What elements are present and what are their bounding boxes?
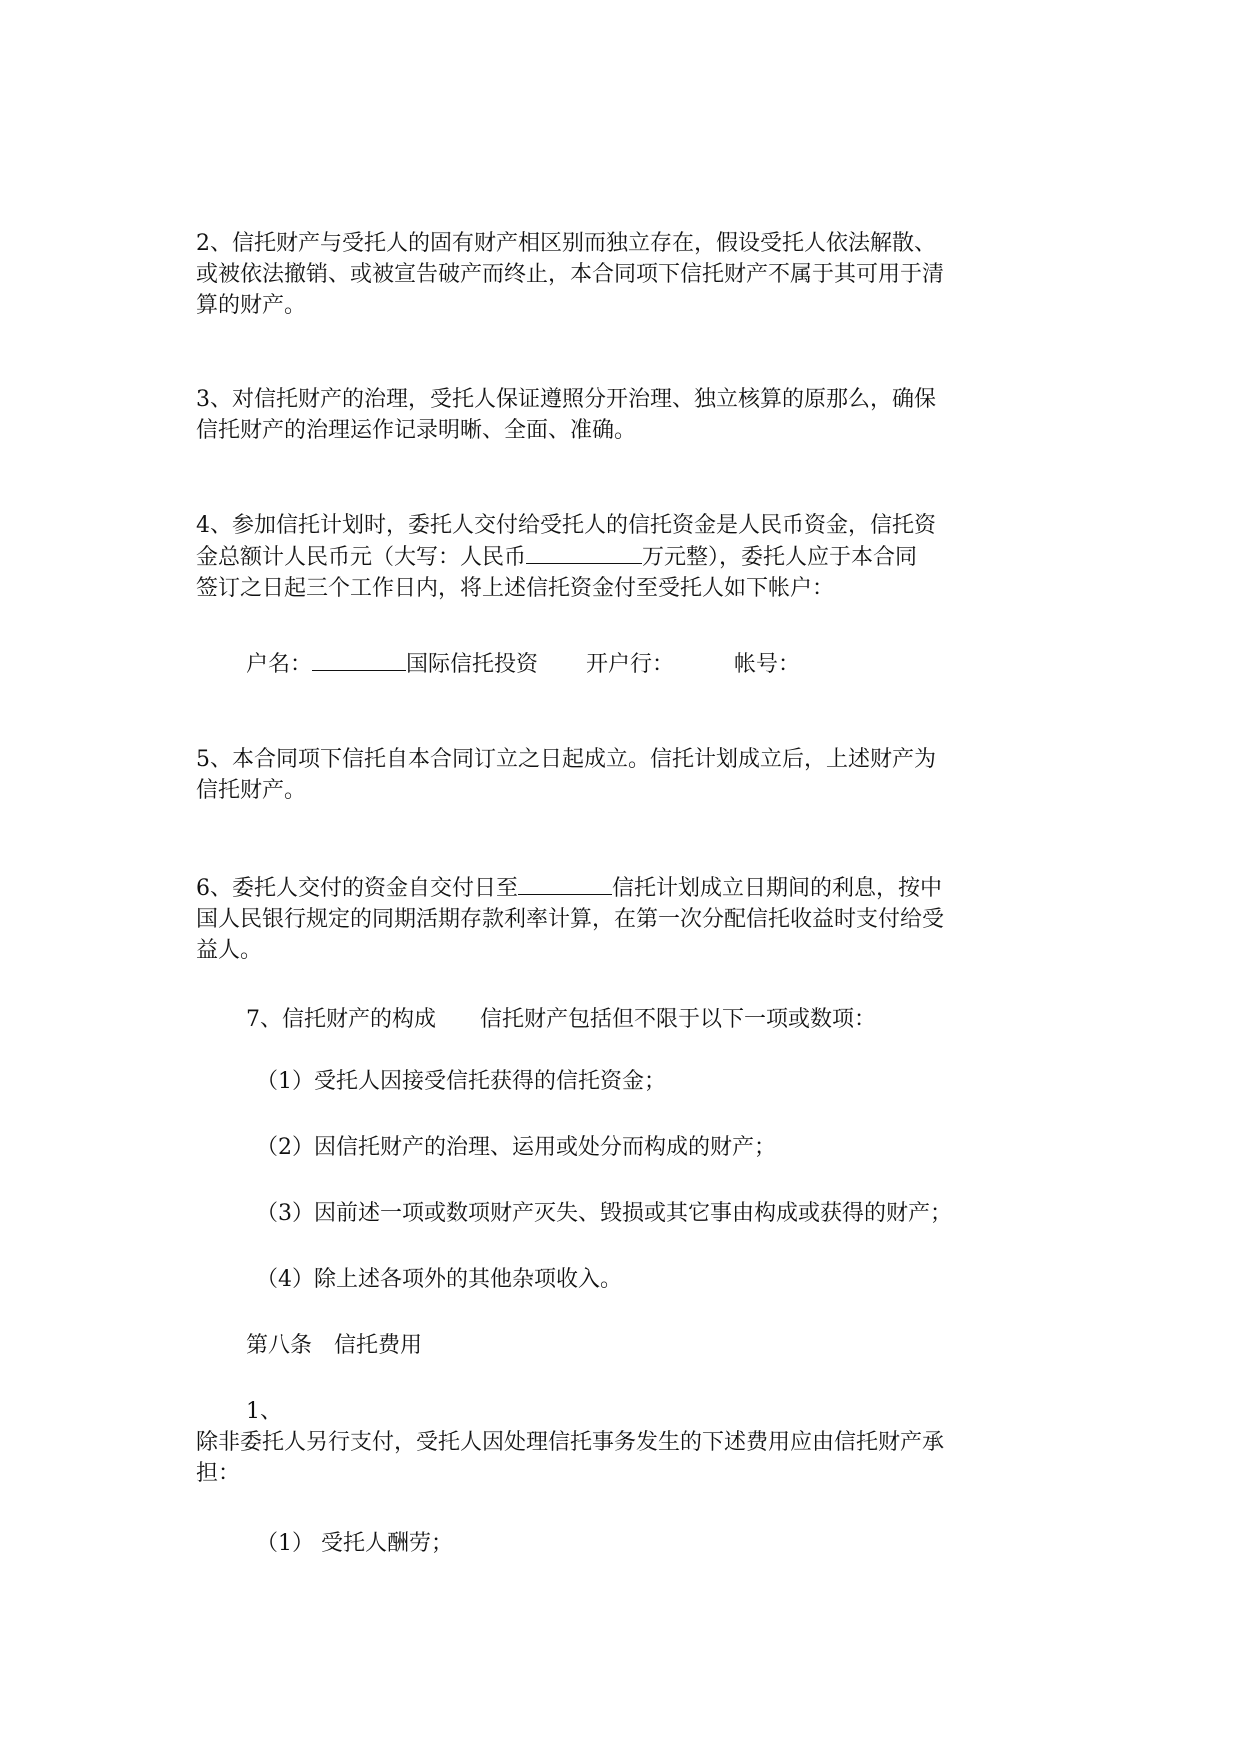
clause-7-intro: 信托财产包括但不限于以下一项或数项： (480, 1007, 877, 1032)
clause-4-line: 签订之日起三个工作日内，将上述信托资金付至受托人如下帐户： (196, 576, 835, 601)
article-8-heading (246, 1330, 1106, 1361)
clause-7-item: （2）因信托财产的治理、运用或处分而构成的财产； (256, 1135, 776, 1160)
list-item (256, 1198, 1116, 1229)
clause-6 (196, 872, 1056, 966)
clause-4-line (196, 541, 1056, 573)
date-blank-field[interactable] (518, 872, 612, 895)
clause-7-item: （3）因前述一项或数项财产灭失、毁损或其它事由构成或获得的财产； (256, 1201, 952, 1226)
clause-6-line: 益人。 (196, 938, 263, 963)
bank-label: 开户行： (586, 652, 675, 677)
account-name-label: 户名： (246, 652, 313, 677)
clause-7-item: （4）除上述各项外的其他杂项收入。 (256, 1267, 622, 1292)
clause-4 (196, 510, 1056, 604)
clause-7-item: （1）受托人因接受信托获得的信托资金； (256, 1069, 666, 1094)
article-8-item-1 (196, 1427, 1056, 1489)
clause-7-title: 7、信托财产的构成 (246, 1007, 436, 1032)
clause-6-text: 信托计划成立日期间的利息，按中 (612, 876, 943, 901)
clause-2-line: 或被依法撤销、或被宣告破产而终止，本合同项下信托财产不属于其可用于清 (196, 262, 945, 287)
article-8-heading-line (246, 1330, 1106, 1361)
article-8-item-1-line: 担： (196, 1461, 241, 1486)
clause-7-heading (246, 1004, 1106, 1035)
clause-6-line: 国人民银行规定的同期活期存款利率计算，在第一次分配信托收益时支付给受 (196, 907, 945, 932)
amount-blank-field[interactable] (526, 541, 642, 564)
list-item (256, 1528, 1116, 1559)
article-8-title: 信托费用 (334, 1333, 423, 1358)
account-number-label: 帐号： (734, 652, 801, 677)
article-8-item-1-line: 除非委托人另行支付，受托人因处理信托事务发生的下述费用应由信托财产承 (196, 1430, 945, 1455)
article-8-number: 第八条 (246, 1333, 313, 1358)
clause-7-heading-line (246, 1004, 1106, 1035)
list-item (256, 1264, 1116, 1295)
clause-4-text: 万元整），委托人应于本合同 (642, 545, 918, 570)
list-item (256, 1066, 1116, 1097)
account-name-suffix: 国际信托投资 (406, 652, 539, 677)
clause-6-line (196, 872, 1056, 904)
article-8-sub-item: （1） 受托人酬劳； (256, 1531, 453, 1556)
clause-4-line: 4、参加信托计划时，委托人交付给受托人的信托资金是人民币资金，信托资 (196, 513, 936, 538)
clause-2-line: 2、信托财产与受托人的固有财产相区别而独立存在，假设受托人依法解散、 (196, 231, 936, 256)
clause-2 (196, 228, 1056, 321)
clause-2-line: 算的财产。 (196, 293, 307, 318)
clause-3-line: 3、对信托财产的治理，受托人保证遵照分开治理、独立核算的原那么，确保 (196, 387, 936, 412)
clause-5 (196, 744, 1056, 806)
account-name-blank-field[interactable] (312, 648, 406, 671)
clause-3-line: 信托财产的治理运作记录明晰、全面、准确。 (196, 418, 637, 443)
clause-5-line: 5、本合同项下信托自本合同订立之日起成立。信托计划成立后，上述财产为 (196, 747, 936, 772)
article-8-item-number (246, 1396, 1106, 1427)
clause-6-text: 6、委托人交付的资金自交付日至 (196, 876, 518, 901)
account-info (246, 648, 1106, 680)
account-line (246, 648, 1106, 680)
article-8-item-1-number: 1、 (246, 1399, 282, 1424)
clause-4-text: 金总额计人民币元（大写：人民币 (196, 545, 527, 570)
clause-5-line: 信托财产。 (196, 778, 307, 803)
list-item (256, 1132, 1116, 1163)
clause-3 (196, 384, 1056, 446)
